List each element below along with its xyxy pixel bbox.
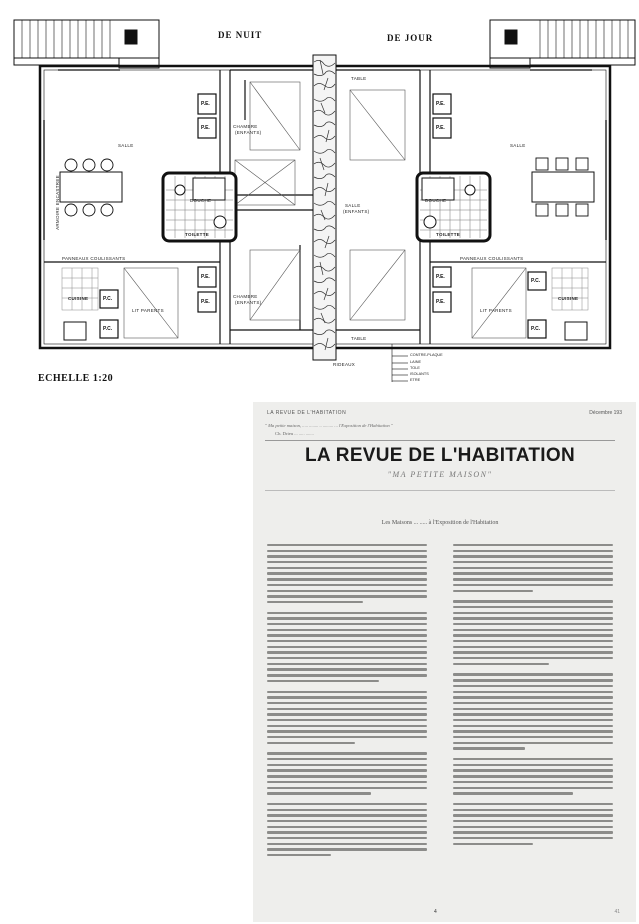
article-title: Les Maisons ... ..... à l'Exposition de l'Habitation xyxy=(381,520,499,526)
floor-plan xyxy=(0,0,639,400)
room-cuisine-left: CUISINE xyxy=(68,296,89,301)
room-toilette-right: TOILETTE xyxy=(436,232,461,237)
room-douche-right: DOUCHE xyxy=(425,198,447,203)
epigraph-author: Ch. Drieu ... ..... ....... xyxy=(275,431,314,436)
magazine-page xyxy=(253,402,636,922)
cabinet-label: P.E. xyxy=(201,101,210,107)
room-salle-left: SALLE xyxy=(118,143,134,148)
cabinet-label: P.C. xyxy=(103,326,113,332)
legend-item: TOLE xyxy=(410,366,420,370)
room-salle-right: SALLE xyxy=(510,143,526,148)
cabinet-label: P.E. xyxy=(201,274,210,280)
cabinet-label: P.E. xyxy=(436,274,445,280)
page-number-right: 41 xyxy=(614,909,620,915)
room-lit-parents-left: LIT PARENTS xyxy=(132,308,164,313)
page-number: 4 xyxy=(434,909,437,915)
issue-date: Décembre 193 xyxy=(589,410,622,416)
label-panneaux-left: PANNEAUX COULISSANTS xyxy=(62,256,126,261)
room-table-bottom: TABLE xyxy=(351,336,367,341)
label-panneaux-right: PANNEAUX COULISSANTS xyxy=(460,256,524,261)
legend-item: ETRE xyxy=(410,378,421,382)
room-salle-center-sub: (ENFANTS) xyxy=(343,209,370,214)
room-chambre-bottom-sub: (ENFANTS) xyxy=(235,300,262,305)
text-column-right xyxy=(453,544,613,848)
label-rideaux: RIDEAUX xyxy=(333,362,356,367)
text-column-left xyxy=(267,544,427,860)
legend-item: ISOLANTS xyxy=(410,372,429,376)
cabinet-label: P.E. xyxy=(201,299,210,305)
cabinet-label: P.E. xyxy=(436,125,445,131)
room-chambre-bottom: CHAMBRE xyxy=(233,294,258,299)
cabinet-label: P.C. xyxy=(531,326,541,332)
plan-heading-night: DE NUIT xyxy=(218,30,263,40)
label-armoire: ARMOIRE ENCASTREE xyxy=(54,175,60,230)
magazine-title: LA REVUE DE L'HABITATION xyxy=(305,445,575,466)
magazine-subtitle: "MA PETITE MAISON" xyxy=(387,470,493,479)
room-douche-left: DOUCHE xyxy=(190,198,212,203)
room-toilette-left: TOILETTE xyxy=(185,232,210,237)
floor-plan-drawing xyxy=(0,0,639,400)
running-header: LA REVUE DE L'HABITATION xyxy=(267,410,347,416)
rule xyxy=(265,490,615,491)
legend-item: CONTRE-PLAQUE xyxy=(410,353,443,357)
cabinet-label: P.E. xyxy=(201,125,210,131)
room-cuisine-right: CUISINE xyxy=(558,296,579,301)
legend-item: LAINE xyxy=(410,360,421,364)
cabinet-label: P.E. xyxy=(436,299,445,305)
room-chambre-top-sub: (ENFANTS) xyxy=(235,130,262,135)
rule xyxy=(265,440,615,441)
plan-heading-day: DE JOUR xyxy=(387,33,434,43)
cabinet-label: P.E. xyxy=(436,101,445,107)
room-lit-parents-right: LIT PARENTS xyxy=(480,308,512,313)
cabinet-label: P.C. xyxy=(531,278,541,284)
room-table-top: TABLE xyxy=(351,76,367,81)
room-salle-center: SALLE xyxy=(345,203,361,208)
room-chambre-top: CHAMBRE xyxy=(233,124,258,129)
epigraph-quote: " Ma petite maison, ..... ........ .. ......... ... l'Exposition de l'Habitation " xyxy=(265,423,393,428)
scale-label: ECHELLE 1:20 xyxy=(38,373,114,384)
cabinet-label: P.C. xyxy=(103,296,113,302)
